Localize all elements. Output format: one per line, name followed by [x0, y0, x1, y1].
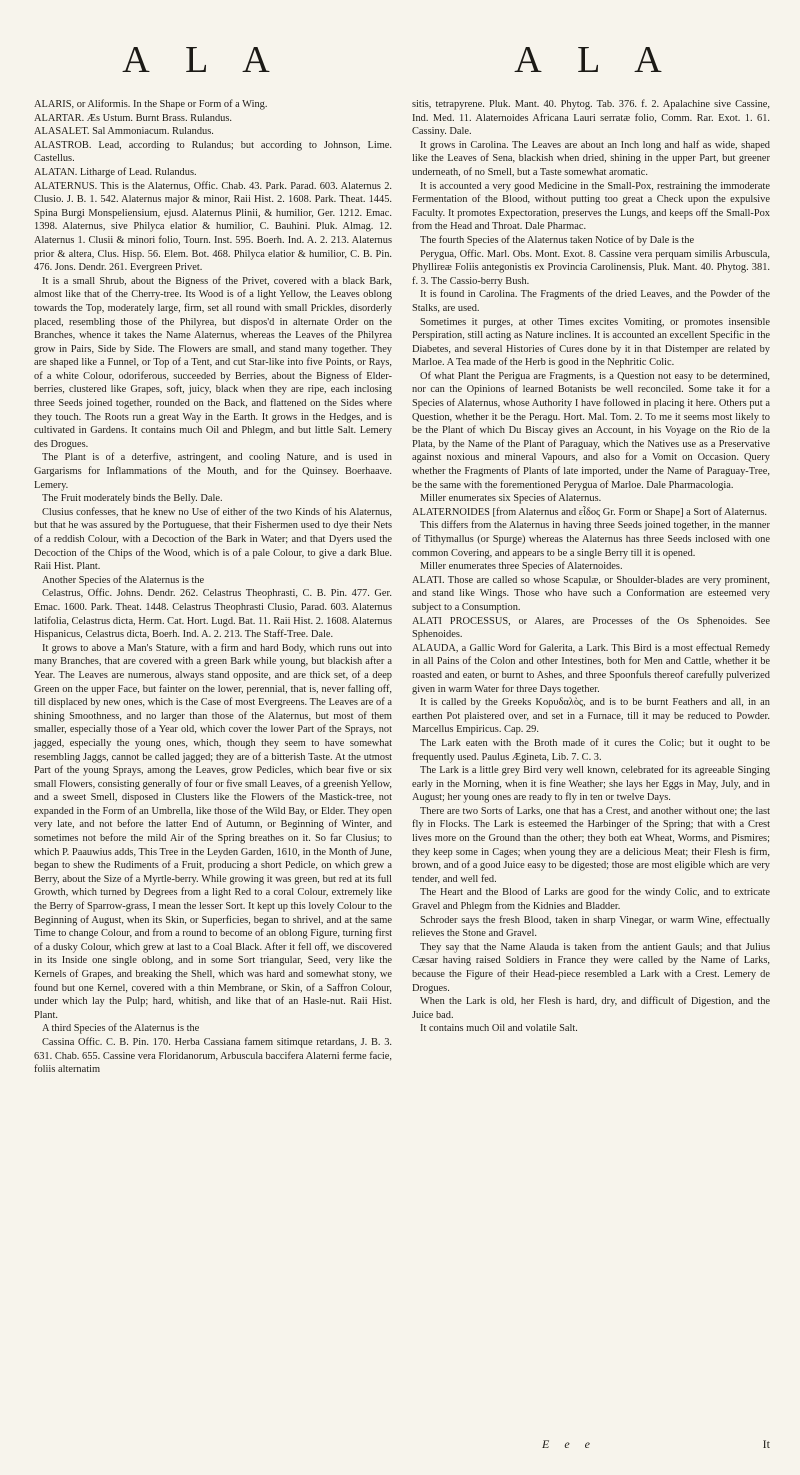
paragraph: Perygua, Offic. Marl. Obs. Mont. Exot. 8. Cassine vera perquam similis Arbuscula, Phyllireæ Foliis antegonistis ex Provincia Carolinensis, Pluk. Mant. 40. Phytog. 381. f. 3. The Cassio-berry Bush. [412, 248, 770, 287]
paragraph: Miller enumerates three Species of Alaternoides. [420, 561, 623, 573]
paragraph: Sometimes it purges, at other Times excites Vomiting, or promotes insensible Perspiration, still acting as Nature inclines. It is accounted an excellent Specific in the Diabetes, and several Histories of Cures done by it in that Distemper are related by Marloe. A Tea made of the Herb is good in the Nephritic Colic. [412, 316, 770, 369]
paragraph: It contains much Oil and volatile Salt. [420, 1023, 578, 1035]
paragraph: It is called by the Greeks Κορυδαλὸς, and is to be burnt Feathers and all, in an earthen Pot plaistered over, and set in a Furnace, till it may be reduced to Powder. Marcellus Empiricus. Cap. 29. [412, 697, 770, 736]
paragraph: It is accounted a very good Medicine in the Small-Pox, restraining the immoderate Fermentation of the Blood, without putting too great a Check upon the expulsive Faculty. It promotes Expectoration, preserves the Lungs, and keeps off the Small-Pox from the Head and Throat. Dale Pharmac. [412, 180, 770, 233]
running-head-right: A L A [514, 39, 676, 81]
paragraph: Cassina Offic. C. B. Pin. 170. Herba Cassiana famem sitimque retardans, J. B. 3. 631. Chab. 655. Cassine vera Floridanorum, Arbuscula baccifera Alaterni ferme facie, foliis alternatim [34, 1036, 392, 1076]
paragraph: Miller enumerates six Species of Alaternus. [420, 493, 602, 505]
entry-alauda: ALAUDA, a Gallic Word for Galerita, a Lark. This Bird is a most effectual Remedy in all Pains of the Colon and other Intestines, both for Men and Cattle, whether it be roasted and eaten, or burnt to Ashes, and three Spoonfuls thereof carefully pulverized given in warm Water for three Days together. [412, 642, 770, 695]
entry-alaris: ALARIS, or Aliformis. In the Shape or Form of a Wing. [34, 99, 268, 110]
paragraph: Clusius confesses, that he knew no Use of either of the two Kinds of his Alaternus, but that he was assured by the Portuguese, that their Fishermen used to dye their Nets of a reddish Colour, with a Decoction of the Bark in Water; and that Dyers used the Decoction of the Chips of the Wood, which is of a pale Colour, to give a dark Blue. Raii Hist. Plant. [34, 506, 392, 573]
paragraph: Another Species of the Alaternus is the [42, 574, 205, 586]
paragraph: Schroder says the fresh Blood, taken in sharp Vinegar, or warm Wine, effectually relieves the Stone and Gravel. [412, 914, 770, 940]
entry-alaternus: ALATERNUS. This is the Alaternus, Offic. Chab. 43. Park. Parad. 603. Alaternus 2. Clusio. J. B. 1. 542. Alaternus major & minor, Raii Hist. 2. 1608. Park. Theat. 1445. Spina Burgi Monspeliensium, ejusd. Alaternus Plinii, & humilior, Ger. 1212. Emac. 1398. Alaternus, sive Philyca elatior & humilior, C. Bauhini. Pluk. Almag. 12. Alaternus 1. Clusii & minori folio, Tourn. Inst. 595. Boerh. Ind. A. 2. 213. Alaternus prior & altera, Clus. Hisp. 56. Elem. Bot. 468. Philyca elatior & humilior, C. B. Pin. 476. Jons. Dendr. 261. Evergreen Privet. [34, 180, 392, 274]
paragraph: Of what Plant the Perigua are Fragments, is a Question not easy to be determined, nor can the Opinions of learned Botanists be well reconciled. Some take it for a Species of Alaternus, whose Authority I have followed in placing it here. Others put a Question, whether it be the Peragu. Hort. Mal. Tom. 2. To me it seems most likely to be the Plant of which Du Biscay gives an Account, in his Voyage on the Rio de la Plata, by the Name of the Plant of Paraguay, which the Natives use as a Preservative against noxious and mineral Vapours, and also for a Vomit on Occasion. Query whether the Fragments of Plants of late imported, under the Name of Paraguay-Tree, be the same with the forementioned Perygua of Marloe. Dale Pharmacologia. [412, 370, 770, 491]
paragraph: Celastrus, Offic. Johns. Dendr. 262. Celastrus Theophrasti, C. B. Pin. 477. Ger. Emac. 1600. Park. Theat. 1448. Celastrus Theophrasti Clusio, Parad. 603. Alaternus latifolia, Celastrus dicta, Herm. Cat. Hort. Lugd. Bat. 11. Raii Hist. 2. 1608. Alaternus Hispanicus, Celastrus dicta, Boerh. Ind. A. 2. 213. The Staff-Tree. Dale. [34, 588, 392, 641]
running-head-left: A L A [122, 39, 284, 81]
paragraph: The Heart and the Blood of Larks are good for the windy Colic, and to extricate Gravel and Phlegm from the Kidnies and Bladder. [412, 887, 770, 913]
paragraph: It grows in Carolina. The Leaves are about an Inch long and half as wide, shaped like the Leaves of Sena, blackish when dried, shining in the upper Part, but greener underneath, of no Smell, but a Taste somewhat aromatic. [412, 139, 770, 178]
paragraph: sitis, tetrapyrene. Pluk. Mant. 40. Phytog. Tab. 376. f. 2. Apalachine sive Cassine, Ind. Med. 11. Alaternoides Africana Lauri serratæ folio, Comm. Rar. Exot. 1. 61. Cassiny. Dale. [412, 99, 770, 138]
paragraph: It is a small Shrub, about the Bigness of the Privet, covered with a black Bark, almost like that of the Cherry-tree. Its Wood is of a light Yellow, the Leaves oblong towards the Top, moderately large, firm, set all round with small Prickles, disorderly placed, resembling those of the Philyrea, but dispos'd in alternate Order on the Branches, whence it takes the Name Alaternus, whereas the Leaves of the Philyrea grow in Pairs, Side by Side. The Flowers are small, and stand many together. They are shaped like a Funnel, or Top of a Tent, and cut Star-like into five Points, or Rays, of a white Colour, odoriferous, succeeded by Berries, about the Bigness of Elder-berries, clustered like Grapes, soft, juicy, black when they are ripe, each inclosing three Seeds joined together, rounded on the Back, and flattened on the Sides where they touch. The Roots run a great Way in the Earth. It grows in the Hedges, and is cultivated in Gardens. It contains much Oil and Phlegm, and but little Salt. Lemery des Drogues. [34, 275, 392, 450]
paragraph: When the Lark is old, her Flesh is hard, dry, and difficult of Digestion, and the Juice bad. [412, 996, 770, 1021]
entry-alartar: ALARTAR. Æs Ustum. Burnt Brass. Rulandus. [34, 112, 232, 124]
paragraph: The Lark is a little grey Bird very well known, celebrated for its agreeable Singing early in the Morning, when it is fine Weather; she lays her Eggs in May, July, and in August; her young ones are ready to fly in ten or twelve Days. [412, 765, 770, 804]
paragraph: The Lark eaten with the Broth made of it cures the Colic; but it ought to be frequently used. Paulus Ægineta, Lib. 7. C. 3. [412, 737, 770, 763]
paragraph: They say that the Name Alauda is taken from the antient Gauls; and that Julius Cæsar having raised Soldiers in France they were called by the Name of Larks, because the Figure of their Head-piece resembled a Lark with a Crest. Lemery de Drogues. [412, 941, 770, 994]
paragraph: There are two Sorts of Larks, one that has a Crest, and another without one; the last fly in Flocks. The Lark is esteemed the Harbinger of the Spring; that with a Crest lives more on the Ground than the other; they both eat Wheat, Worms, and Pismires; they keep some in Cages; when young they are a delicious Meat; their Flesh is firm, brown, and of a good Juice easy to be digested; those are most eligible which are very tender, and well fed. [412, 805, 770, 885]
left-column [34, 98, 392, 1077]
paragraph: A third Species of the Alaternus is the [42, 1023, 200, 1035]
entry-alati: ALATI. Those are called so whose Scapulæ, or Shoulder-blades are very prominent, and stand like Wings. Those who have such a Conformation are esteemed very subject to a Consumption. [412, 574, 770, 613]
entry-alaternoides: ALATERNOIDES [from Alaternus and εἶδος Gr. Form or Shape] a Sort of Alaternus. [412, 506, 767, 518]
right-column [412, 98, 770, 1036]
paragraph: This differs from the Alaternus in having three Seeds joined together, in the manner of Tithymallus (or Spurge) whereas the Alaternus has three Seeds inclosed with one common Covering, and appears to be a single Berry till it is opened. [412, 520, 770, 559]
paragraph: It grows to above a Man's Stature, with a firm and hard Body, which runs out into many Branches, that are covered with a green Bark while young, but blackish after a Year. The Leaves are numerous, always stand opposite, and are thick set, of a deep Green on the upper Face, but fainter on the lower, perennial, that is, never falling off, till displaced by new ones, which is the Case of most Evergreens. The Leaves are of a shining Smoothness, and no larger than those of the Alaternus, but most of them smaller, especially those of a Year old, which cover the lower Part of the Sprays, not jagged, especially the young ones, which, though they seem to have somewhat resembling Jaggs, cannot be called jagged; they are of a bitterish Taste. At the utmost Part of the young Sprays, among the Leaves, grow Pedicles, which bear five or six small Flowers, consisting generally of four or five small Leaves, of a greenish Yellow, and a sweet Smell, disposed in Clusters like the Flowers of the Mastick-tree, not expanded in the Form of an Umbrella, like those of the Wild Bay, or Elder. They open very late, and not before the latter End of Autumn, or Beginning of Winter, and sometimes not before the mild Air of the Spring breathes on it. So far Clusius; to which P. Paauwius adds, This Tree in the Leyden Garden, 1610, in the Month of June, began to shew the Rudiments of a Fruit, producing a short Pedicle, on which grew a Berry, about the Size of a Myrtle-berry. While growing it was green, but red at its full Growth, which turned by Degrees from a light Red to a coral Colour, extremely like the Berry of Sparrow-grass, I mean the lesser Sort. It kept up this lovely Colour to the Beginning of August, when its Skin, or Superficies, began to shrivel, and at the same Time to change Colour, and from a round to become of an oblong Figure, turning first of a dusky Colour, which grew at last to a Coal Black. After it fell off, we discovered in its Inside one single oblong, and in some Sort triangular, Seed, very like the Kernels of Grapes, and breaking the Shell, which was hard and somewhat stony, we found but one Kernel, covered with a thin Membrane, or Skin, of a Saffron Colour, under which lay the Pulp; hard, whitish, and like that of an Hasle-nut. Raii Hist. Plant. [34, 642, 393, 1021]
signature-mark: E e e [542, 1437, 596, 1451]
entry-alatan: ALATAN. Litharge of Lead. Rulandus. [34, 166, 197, 178]
paragraph: The fourth Species of the Alaternus taken Notice of by Dale is the [420, 234, 695, 246]
entry-alasalet: ALASALET. Sal Ammoniacum. Rulandus. [34, 126, 214, 138]
paragraph: The Fruit moderately binds the Belly. Dale. [42, 493, 223, 505]
entry-alati-processus: ALATI PROCESSUS, or Alares, are Processes of the Os Sphenoides. See Sphenoides. [412, 615, 770, 641]
paragraph: The Plant is of a deterfive, astringent, and cooling Nature, and is used in Gargarisms for Inflammations of the Mouth, and for the Quinsey. Boerhaave. Lemery. [34, 452, 392, 491]
entry-alastrob: ALASTROB. Lead, according to Rulandus; but according to Johnson, Lime. Castellus. [34, 139, 392, 165]
catchword: It [762, 1437, 770, 1451]
paragraph: It is found in Carolina. The Fragments of the dried Leaves, and the Powder of the Stalks, are used. [412, 289, 770, 314]
